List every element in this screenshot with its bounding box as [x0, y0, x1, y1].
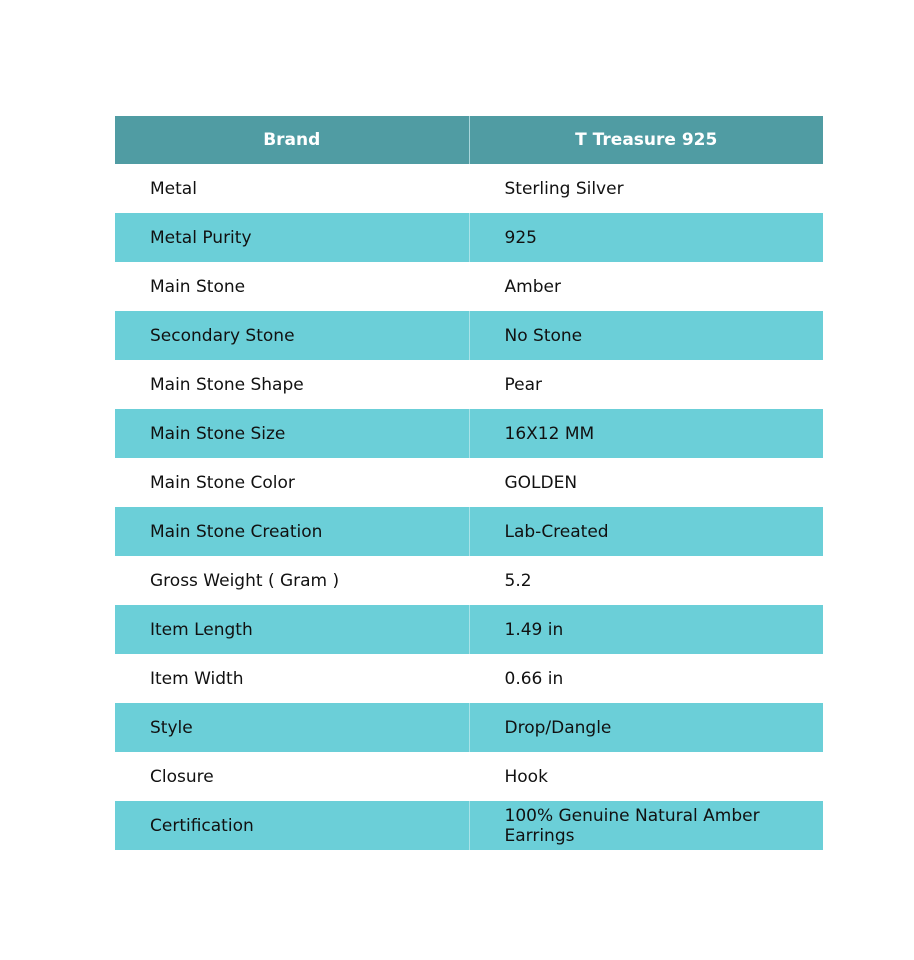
row-value: Hook [469, 752, 823, 801]
row-value: Drop/Dangle [469, 703, 823, 752]
row-label: Main Stone Color [150, 472, 295, 493]
row-value: GOLDEN [469, 458, 823, 507]
row-label: Secondary Stone [115, 311, 469, 360]
header-brand-label: Brand [115, 116, 469, 164]
table-row [115, 801, 823, 850]
table-row [115, 213, 823, 262]
table-row [115, 654, 823, 703]
table-row [115, 458, 823, 507]
row-label: Main Stone Shape [150, 374, 304, 395]
table-row [115, 605, 823, 654]
row-value: Pear [469, 360, 823, 409]
table-row [115, 360, 823, 409]
row-value: Amber [469, 262, 823, 311]
table-row [115, 507, 823, 556]
row-value: Lab-Created [469, 507, 823, 556]
row-label: Main Stone [150, 276, 246, 297]
row-label: Main Stone Creation [115, 507, 469, 556]
row-value: 16X12 MM [469, 409, 823, 458]
row-value: No Stone [469, 311, 823, 360]
row-value: 0.66 in [469, 654, 823, 703]
table-row [115, 164, 823, 213]
row-label: Item Length [115, 605, 469, 654]
table-row [115, 409, 823, 458]
row-value: 5.2 [469, 556, 823, 605]
row-value: Sterling Silver [469, 164, 823, 213]
row-label: Certification [115, 801, 469, 850]
row-label: Metal Purity [115, 213, 469, 262]
table-header-row [115, 116, 823, 164]
row-value: 925 [469, 213, 823, 262]
table-row [115, 556, 823, 605]
table-row [115, 703, 823, 752]
row-label: Style [115, 703, 469, 752]
product-spec-table [115, 116, 823, 850]
table-row [115, 752, 823, 801]
row-label: Gross Weight ( Gram ) [150, 570, 340, 591]
row-value: 1.49 in [469, 605, 823, 654]
table-row [115, 262, 823, 311]
table-row [115, 311, 823, 360]
row-label: Item Width [150, 668, 244, 689]
header-brand-value: T Treasure 925 [469, 116, 823, 164]
row-value: 100% Genuine Natural Amber Earrings [469, 801, 823, 850]
row-label: Main Stone Size [115, 409, 469, 458]
row-label: Closure [150, 766, 214, 787]
row-label: Metal [150, 178, 197, 199]
